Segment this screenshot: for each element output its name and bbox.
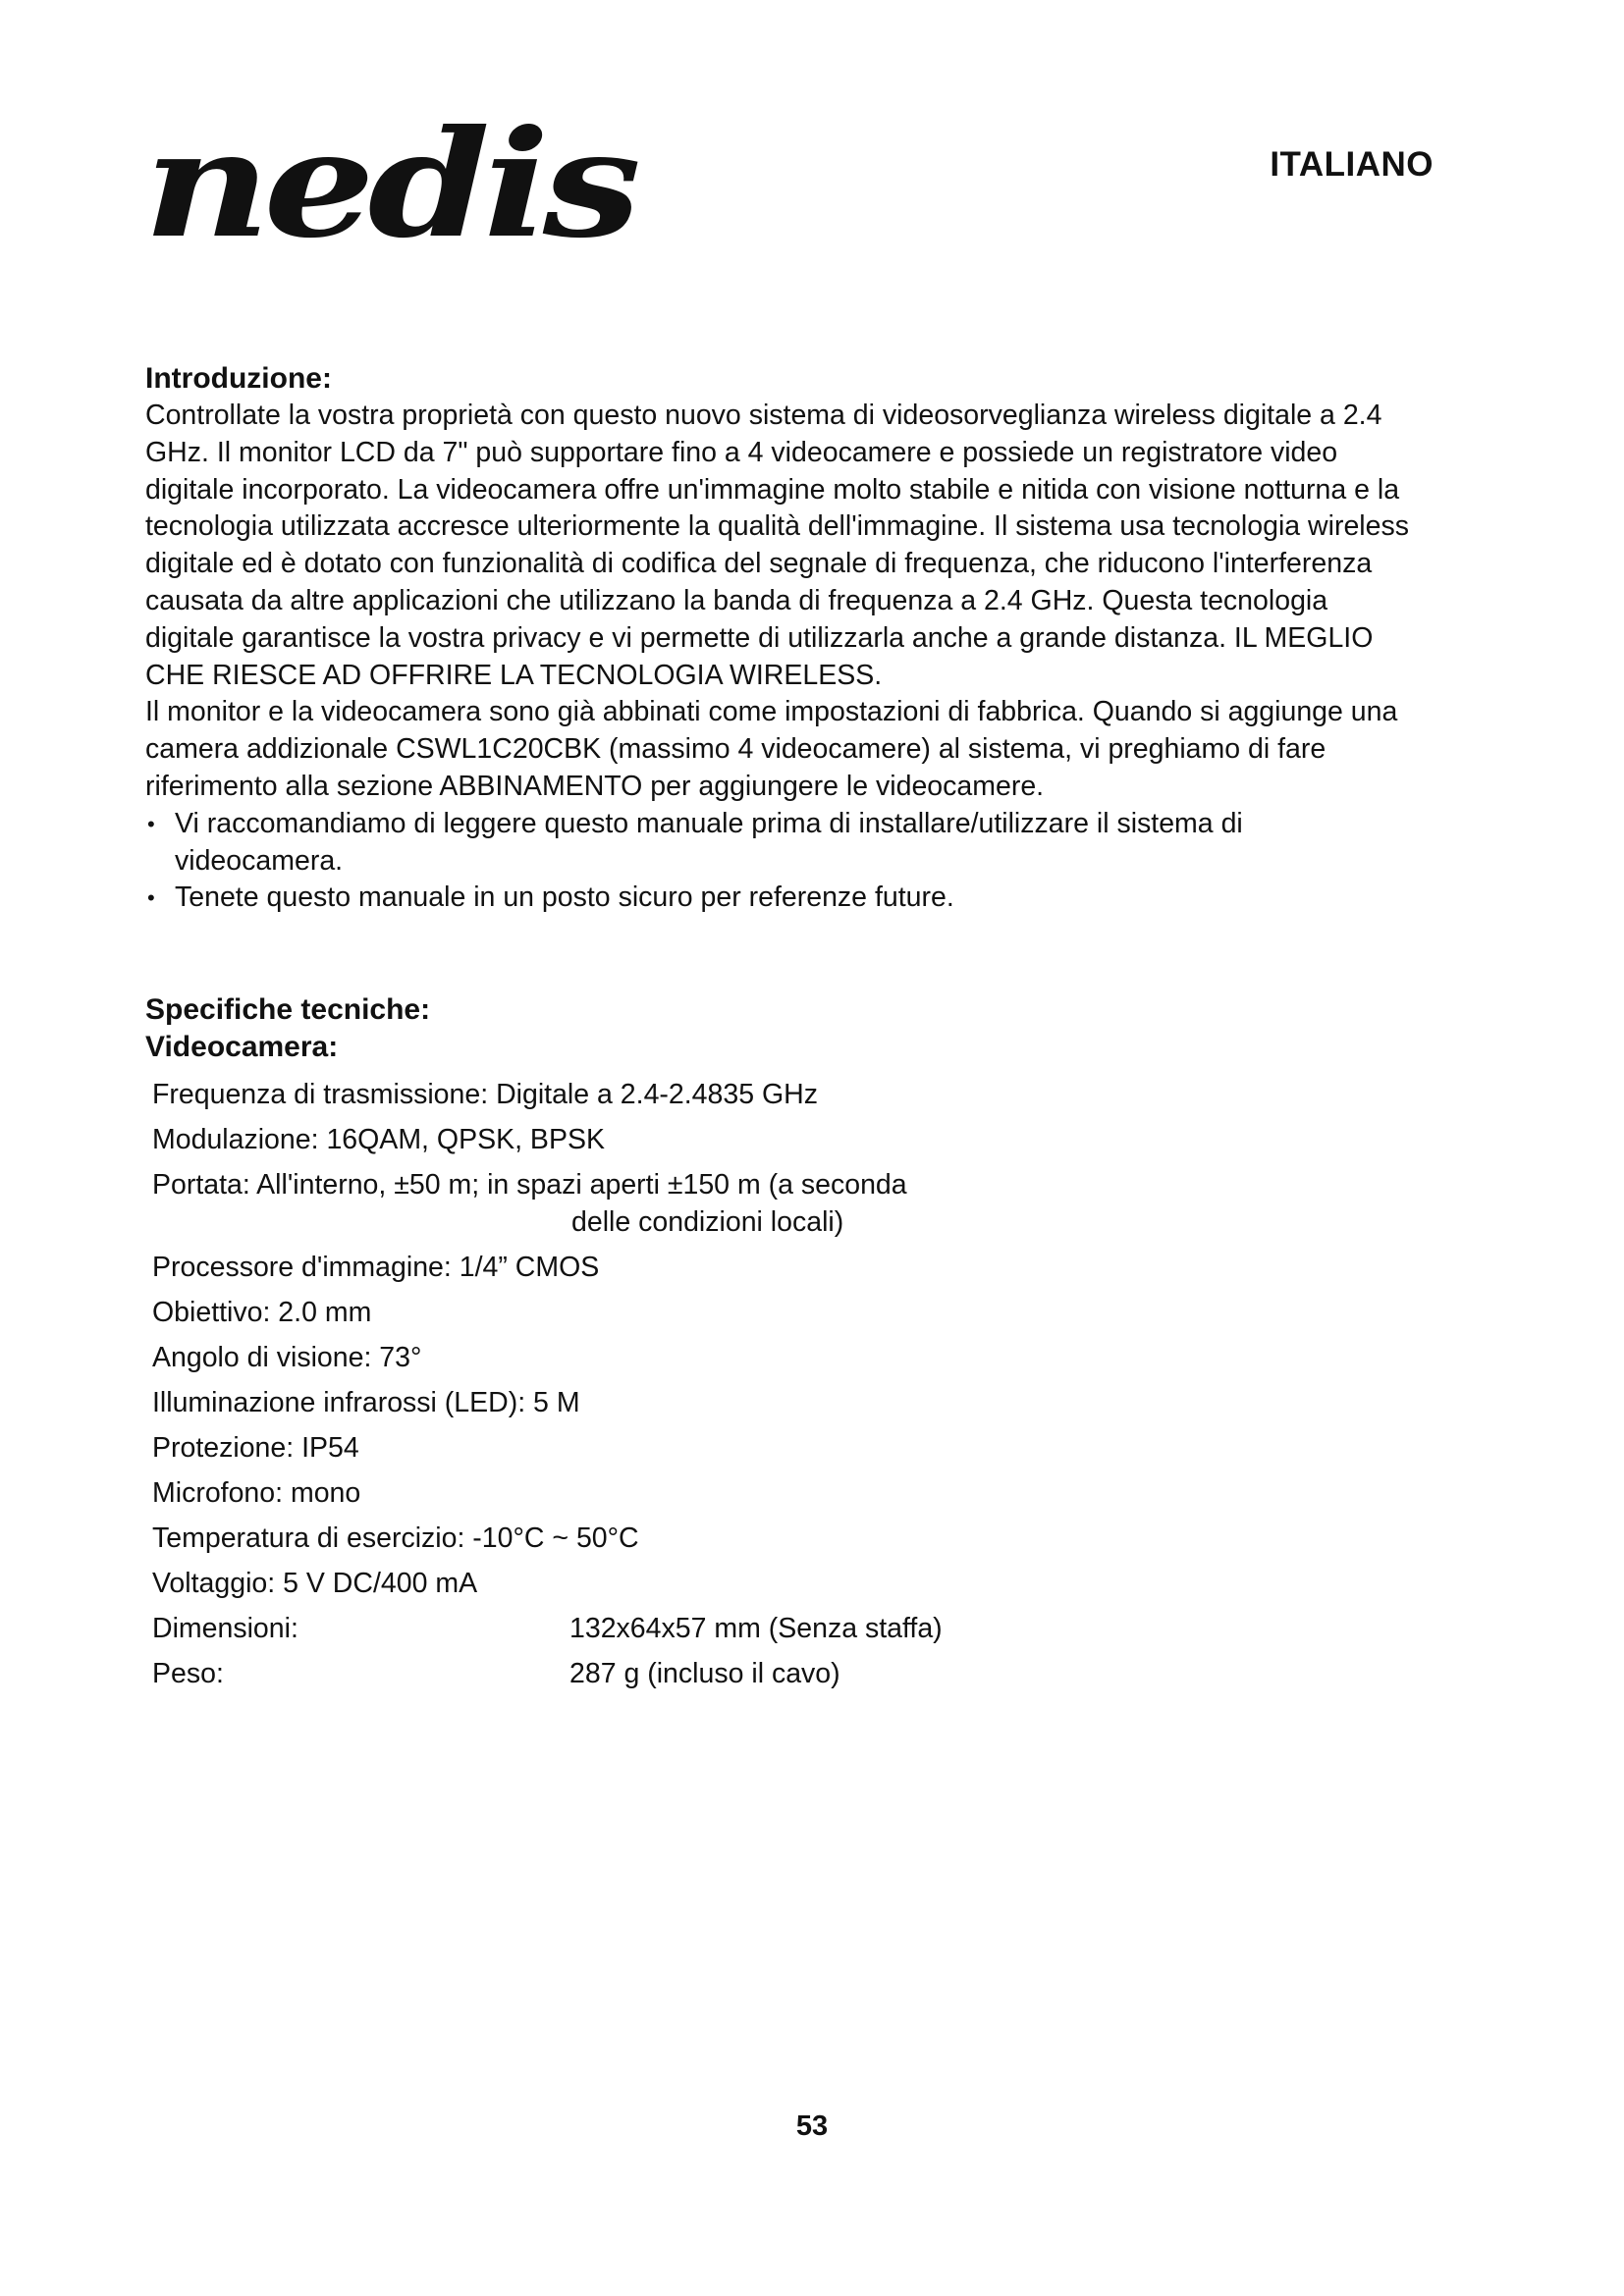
list-item: • Vi raccomandiamo di leggere questo manuale prima di installare/utilizzare il sistema di videocamera. (145, 806, 1412, 881)
spec-row: Obiettivo: 2.0 mm (152, 1297, 372, 1329)
spec-table-row (152, 1610, 1412, 1647)
specs-subheading: Videocamera: (145, 1031, 339, 1064)
spec-value: 287 g (incluso il cavo) (569, 1658, 840, 1690)
spec-row: Angolo di visione: 73° (152, 1342, 422, 1374)
spec-label: Peso: (152, 1658, 224, 1690)
list-item: • Tenete questo manuale in un posto sicuro per referenze future. (145, 880, 1412, 917)
intro-bullet-list (145, 806, 1412, 917)
spec-row: Protezione: IP54 (152, 1432, 359, 1465)
page-content (145, 360, 1412, 1700)
spec-row: Modulazione: 16QAM, QPSK, BPSK (152, 1124, 605, 1156)
spec-row: Processore d'immagine: 1/4” CMOS (152, 1252, 600, 1284)
logo-wordmark: nedis (143, 118, 639, 271)
page-number: 53 (795, 2110, 829, 2142)
intro-paragraph-1: Controllate la vostra proprietà con questo nuovo sistema di videosorveglianza wireless digitale a 2.4 GHz. Il monitor LCD da 7" può supportare fino a 4 videocamere e possiede un registratore video digitale incorporato. La videocamera offre un'immagine molto stabile e nitida con visione notturna e la tecnologia utilizzata accresce ulteriormente la qualità dell'immagine. Il sistema usa tecnologia wireless digitale ed è dotato con funzionalità di codifica del segnale di frequenza, che riducono l'interferenza causata da altre applicazioni che utilizzano la banda di frequenza a 2.4 GHz. Questa tecnologia digitale garantisce la vostra privacy e vi permette di utilizzarla anche a grande distanza. IL MEGLIO CHE RIESCE AD OFFRIRE LA TECNOLOGIA WIRELESS. (145, 400, 1409, 691)
spec-row: Frequenza di trasmissione: Digitale a 2.4-2.4835 GHz (152, 1079, 819, 1111)
intro-section (145, 360, 1412, 917)
intro-heading: Introduzione: (145, 362, 332, 395)
language-label: ITALIANO (1270, 145, 1434, 184)
specs-section (145, 991, 1412, 1692)
spec-row: Illuminazione infrarossi (LED): 5 M (152, 1387, 580, 1419)
specs-heading: Specifiche tecniche: (145, 993, 431, 1027)
spec-value: 132x64x57 mm (Senza staffa) (569, 1613, 943, 1645)
specs-list (145, 1076, 1412, 1692)
nedis-logo (137, 118, 648, 275)
spec-label: Dimensioni: (152, 1613, 298, 1645)
spec-range-continuation: delle condizioni locali) (571, 1206, 844, 1239)
spec-row: Microfono: mono (152, 1477, 361, 1510)
spec-range-line: Portata: All'interno, ±50 m; in spazi aperti ±150 m (a seconda (152, 1169, 907, 1201)
spec-row-range (152, 1166, 1412, 1241)
intro-paragraph-2: Il monitor e la videocamera sono già abbinati come impostazioni di fabbrica. Quando si aggiunge una camera addizionale CSWL1C20CBK (massimo 4 videocamere) al sistema, vi preghiamo di fare riferimento alla sezione ABBINAMENTO per aggiungere le videocamere. (145, 696, 1398, 802)
spec-row: Voltaggio: 5 V DC/400 mA (152, 1568, 478, 1600)
spec-table-row (152, 1655, 1412, 1692)
spec-row: Temperatura di esercizio: -10°C ~ 50°C (152, 1522, 639, 1555)
